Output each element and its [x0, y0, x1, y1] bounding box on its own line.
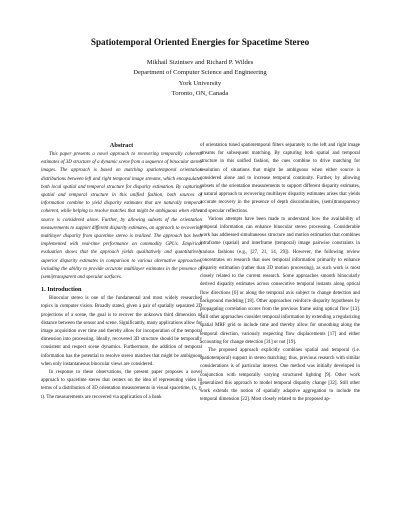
- right-paragraph-2: Various attempts have been made to understand how the availability of temporal information can enhance binocular stereo processing. Considerable work has addressed simultaneous structure and motion estimation that combines intraframe (spatial) and interframe (temporal) image pairwise constraints in various fashions (e.g., [27, 21, 14, 29]). However, the following review concentrates on research that uses temporal information primarily to enhance disparity estimation (rather than 3D motion processing), as such work is most closely related to the current research. Some approaches smooth binocularly derived disparity estimates across consecutive temporal instants along optical flow directions [6] or along the temporal axis subject to change detection and background modeling [18]. Other approaches reinforce disparity hypotheses by propagating correlation scores from the previous frame using optical flow [13]. Still other approaches consider temporal information by extending a regularizing spatial MRF grid to include time and thereby allow for smoothing along the temporal direction, variously respecting flow displacements [17] and either accounting for change detection [31] or not [19].: [200, 216, 360, 345]
- paper-title: Spatiotemporal Oriented Energies for Spacetime Stereo: [90, 37, 310, 47]
- author-department: Department of Computer Science and Engineering: [133, 69, 267, 77]
- author-names: Mikhail Sizintsev and Richard P. Wildes: [146, 59, 254, 66]
- right-paragraph-1: of orientation tuned spatiotemporal filters separately to the left and right image streams for subsequent matching. By capturing both spatial and temporal structure in this unified fashion, the cues combine to drive matching for resolution of situations that might be ambiguous when either source is considered alone and to increase temporal continuity. Further, by allowing subsets of the orientation measurements to support different disparity estimates, a natural approach to recovering multilayer disparity estimates arises that yields accurate recovery in the presence of depth discontinuities, (semi)transparency and specular reflections.: [200, 143, 360, 214]
- right-paragraph-3: The proposed approach explicitly combines spatial and temporal (i.e. spatiotemporal) support in stereo matching; thus, previous research with similar considerations is of particular interest. One method was initially developed in conjunction with temporally varying structured lighting [9]. Other work generalized this approach to model temporal disparity change [32]. Still other work extends the notion of spatially adaptive aggregation to include the temporal dimension [22]. Most closely related to the proposed ap-: [200, 348, 360, 403]
- author-university: York University: [178, 79, 222, 87]
- author-location: Toronto, ON, Canada: [171, 90, 229, 98]
- intro-paragraph-2: In response to these observations, the present paper proposes a novel approach to spacetime stereo that centers on the idea of representing video in terms of a distribution of 3D orientation measurements in visual spacetime, (x, y, t). The measurements are recovered via application of a bank: [41, 370, 202, 400]
- abstract-heading: Abstract: [109, 142, 134, 149]
- abstract-text: This paper presents a novel approach to recovering temporally coherent estimates of 3D structure of a dynamic scene from a sequence of binocular stereo images. The approach is based on matching spatiotemporal orientation distributions between left and right temporal image streams, which encapsulates both local spatial and temporal structure for disparity estimation. By capturing spatial and temporal structure in this unified fashion, both sources of information combine to yield disparity estimates that are naturally temporal coherent, while helping to resolve matches that might be ambiguous when either source is considered alone. Further, by allowing subsets of the orientation measurements to support different disparity estimates, an approach to recovering multilayer disparity from spacetime stereo is realized. The approach has been implemented with real-time performance on commodity GPUs. Empirical evaluation shows that the approach yields qualitatively and quantitatively superior disparity estimates in comparison to various alternative approaches, including the ability to provide accurate multilayer estimates in the presence of (semi)transparent and specular surfaces.: [41, 152, 202, 281]
- author-block: [0, 58, 400, 100]
- introduction-heading: 1. Introduction: [41, 286, 82, 294]
- right-column: [200, 142, 360, 405]
- left-column: [41, 141, 202, 402]
- intro-paragraph-1: Binocular stereo is one of the fundamental and most widely researched topics in computer vision. Broadly stated, given a pair of spatially separated 2D projections of a scene, the goal is to recover the unknown third dimension of distance between the sensor and scene. Significantly, many applications allow for image acquisition over time and thereby allow for incorporation of the temporal dimension into processing. Ideally, recovered 3D structure should be temporally consistent and respect scene dynamics. Furthermore, the addition of temporal information has the potential to resolve stereo matches that might be ambiguous when only instantaneous binocular views are considered.: [41, 296, 202, 367]
